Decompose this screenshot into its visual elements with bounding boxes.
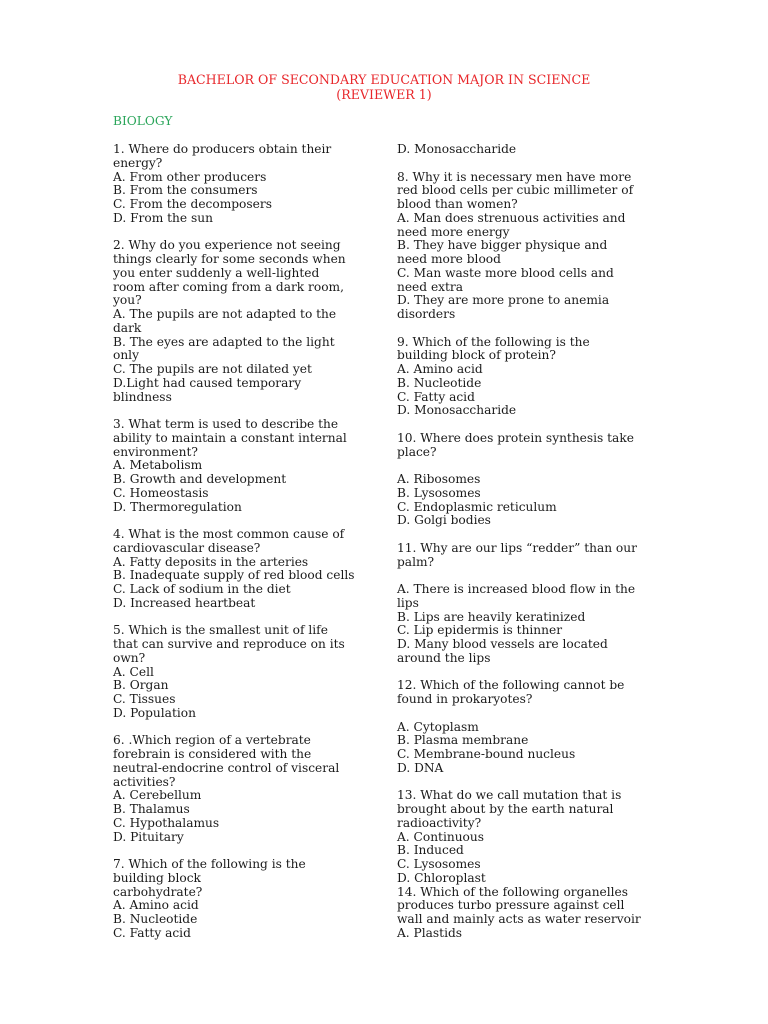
answer-option: D.Light had caused temporary xyxy=(113,375,302,390)
answer-option: blindness xyxy=(113,389,172,404)
question-text: 5. Which is the smallest unit of life xyxy=(113,623,328,638)
question-block xyxy=(397,789,659,885)
question-text: you enter suddenly a well-lighted xyxy=(113,265,320,280)
answer-option: D. Thermoregulation xyxy=(113,499,242,514)
question-text: 12. Which of the following cannot be xyxy=(397,678,625,693)
left-column xyxy=(113,143,375,954)
question-block xyxy=(113,528,375,611)
question-text: blood than women? xyxy=(397,197,518,211)
title-line-2: (REVIEWER 1) xyxy=(336,87,432,102)
answer-option: A. Plastids xyxy=(397,925,463,940)
subject-heading: BIOLOGY xyxy=(113,114,173,128)
answer-option: C. Lip epidermis is thinner xyxy=(397,623,563,638)
question-text: energy? xyxy=(113,155,163,170)
answer-option: A. From other producers xyxy=(113,169,267,184)
question-block xyxy=(113,418,375,514)
question-text: that can survive and reproduce on its xyxy=(113,637,345,651)
answer-option: D. Population xyxy=(113,705,196,720)
question-text: building block of protein? xyxy=(397,348,556,363)
answer-option: D. Monosaccharide xyxy=(397,142,517,156)
question-block xyxy=(397,542,659,666)
question-text: cardiovascular disease? xyxy=(113,540,261,555)
question-text: brought about by the earth natural xyxy=(397,802,614,816)
answer-option: D. They are more prone to anemia xyxy=(397,293,610,308)
answer-option: A. Continuous xyxy=(397,829,484,844)
answer-option: dark xyxy=(113,320,142,335)
answer-option: D. Increased heartbeat xyxy=(113,595,256,610)
question-text: neutral-endocrine control of visceral xyxy=(113,760,340,775)
answer-option: A. Metabolism xyxy=(113,458,203,473)
answer-option: D. DNA xyxy=(397,760,444,775)
answer-option: B. The eyes are adapted to the light xyxy=(113,334,335,349)
question-text: 8. Why it is necessary men have more xyxy=(397,169,632,184)
question-text: 6. .Which region of a vertebrate xyxy=(113,733,311,748)
question-block xyxy=(397,143,659,157)
answer-option: C. Fatty acid xyxy=(113,925,191,940)
question-text: things clearly for some seconds when xyxy=(113,252,346,266)
answer-option: C. Man waste more blood cells and xyxy=(397,265,614,280)
answer-option: B. Thalamus xyxy=(113,802,190,816)
answer-option: A. Ribosomes xyxy=(397,472,481,486)
answer-option: A. Cerebellum xyxy=(113,788,202,803)
answer-option: D. Chloroplast xyxy=(397,870,486,885)
question-text: 1. Where do producers obtain their xyxy=(113,142,332,156)
question-text: 10. Where does protein synthesis take xyxy=(397,430,634,445)
title-line-1: BACHELOR OF SECONDARY EDUCATION MAJOR IN SCIENCE xyxy=(177,72,591,87)
question-block xyxy=(397,432,659,528)
answer-option: B. Induced xyxy=(397,843,464,858)
question-text: own? xyxy=(113,650,146,665)
answer-option: A. Fatty deposits in the arteries xyxy=(113,554,309,569)
answer-option: B. Lips are heavily keratinized xyxy=(397,609,586,624)
question-text: red blood cells per cubic millimeter of xyxy=(397,183,634,198)
question-text: found in prokaryotes? xyxy=(397,692,533,706)
answer-option: C. Tissues xyxy=(113,692,176,706)
answer-option: C. Hypothalamus xyxy=(113,815,220,830)
answer-option: A. Man does strenuous activities and xyxy=(397,210,626,225)
answer-option: A. The pupils are not adapted to the xyxy=(113,307,337,321)
question-text: 13. What do we call mutation that is xyxy=(397,788,622,803)
answer-option: C. From the decomposers xyxy=(113,197,272,211)
question-block xyxy=(397,336,659,419)
question-block xyxy=(113,624,375,720)
question-text: radioactivity? xyxy=(397,815,482,830)
answer-option: disorders xyxy=(397,307,456,321)
question-text: 14. Which of the following organelles xyxy=(397,884,629,899)
question-text: wall and mainly acts as water reservoir xyxy=(397,912,641,926)
answer-option: A. Cell xyxy=(113,664,154,679)
question-text: forebrain is considered with the xyxy=(113,747,312,761)
question-block xyxy=(397,886,659,941)
answer-option: B. Lysosomes xyxy=(397,485,481,500)
answer-option: C. Lack of sodium in the diet xyxy=(113,582,291,596)
answer-option: lips xyxy=(397,595,419,610)
answer-option: C. The pupils are not dilated yet xyxy=(113,362,312,376)
answer-option: B. Organ xyxy=(113,678,169,693)
answer-option: B. Nucleotide xyxy=(113,912,198,926)
question-text: palm? xyxy=(397,554,435,569)
question-text: 7. Which of the following is the xyxy=(113,857,306,871)
question-text: place? xyxy=(397,444,437,459)
question-text: environment? xyxy=(113,444,198,459)
question-text: building block xyxy=(113,870,201,885)
answer-option: B. They have bigger physique and xyxy=(397,238,608,253)
answer-option: only xyxy=(113,348,139,363)
question-text: activities? xyxy=(113,774,176,789)
question-text: 2. Why do you experience not seeing xyxy=(113,238,341,253)
answer-option: need more blood xyxy=(397,252,501,266)
answer-option: B. Plasma membrane xyxy=(397,733,529,748)
question-text: you? xyxy=(113,293,142,308)
answer-option: C. Lysosomes xyxy=(397,857,481,871)
question-block xyxy=(113,143,375,226)
question-block xyxy=(397,679,659,775)
answer-option: A. Amino acid xyxy=(113,898,199,913)
question-text: ability to maintain a constant internal xyxy=(113,430,347,445)
question-text: 11. Why are our lips “redder” than our xyxy=(397,540,637,555)
answer-option: B. Growth and development xyxy=(113,472,287,486)
question-block xyxy=(113,239,375,404)
answer-option: B. From the consumers xyxy=(113,183,258,198)
answer-option: around the lips xyxy=(397,650,491,665)
answer-option: B. Nucleotide xyxy=(397,375,482,390)
question-text: 3. What term is used to describe the xyxy=(113,417,339,431)
question-text: 4. What is the most common cause of xyxy=(113,527,345,541)
question-text: carbohydrate? xyxy=(113,884,203,899)
question-text: room after coming from a dark room, xyxy=(113,279,344,294)
answer-option: A. Cytoplasm xyxy=(397,719,479,734)
right-column xyxy=(397,143,659,954)
answer-option: A. There is increased blood flow in the xyxy=(397,582,636,596)
answer-option: need extra xyxy=(397,279,464,294)
answer-option: B. Inadequate supply of red blood cells xyxy=(113,568,355,583)
question-block xyxy=(113,734,375,844)
answer-option: D. Pituitary xyxy=(113,829,184,844)
answer-option: D. Monosaccharide xyxy=(397,403,517,418)
question-block xyxy=(113,858,375,941)
answer-option: C. Endoplasmic reticulum xyxy=(397,499,557,514)
answer-option: C. Homeostasis xyxy=(113,485,209,500)
answer-option: D. Golgi bodies xyxy=(397,513,491,528)
question-block xyxy=(397,171,659,322)
answer-option: need more energy xyxy=(397,224,510,239)
answer-option: A. Amino acid xyxy=(397,362,483,376)
answer-option: C. Membrane-bound nucleus xyxy=(397,747,576,761)
question-text: 9. Which of the following is the xyxy=(397,334,590,349)
document-title xyxy=(0,72,768,102)
answer-option: D. From the sun xyxy=(113,210,213,225)
answer-option: C. Fatty acid xyxy=(397,389,475,404)
answer-option: D. Many blood vessels are located xyxy=(397,637,608,651)
question-text: produces turbo pressure against cell xyxy=(397,898,625,913)
